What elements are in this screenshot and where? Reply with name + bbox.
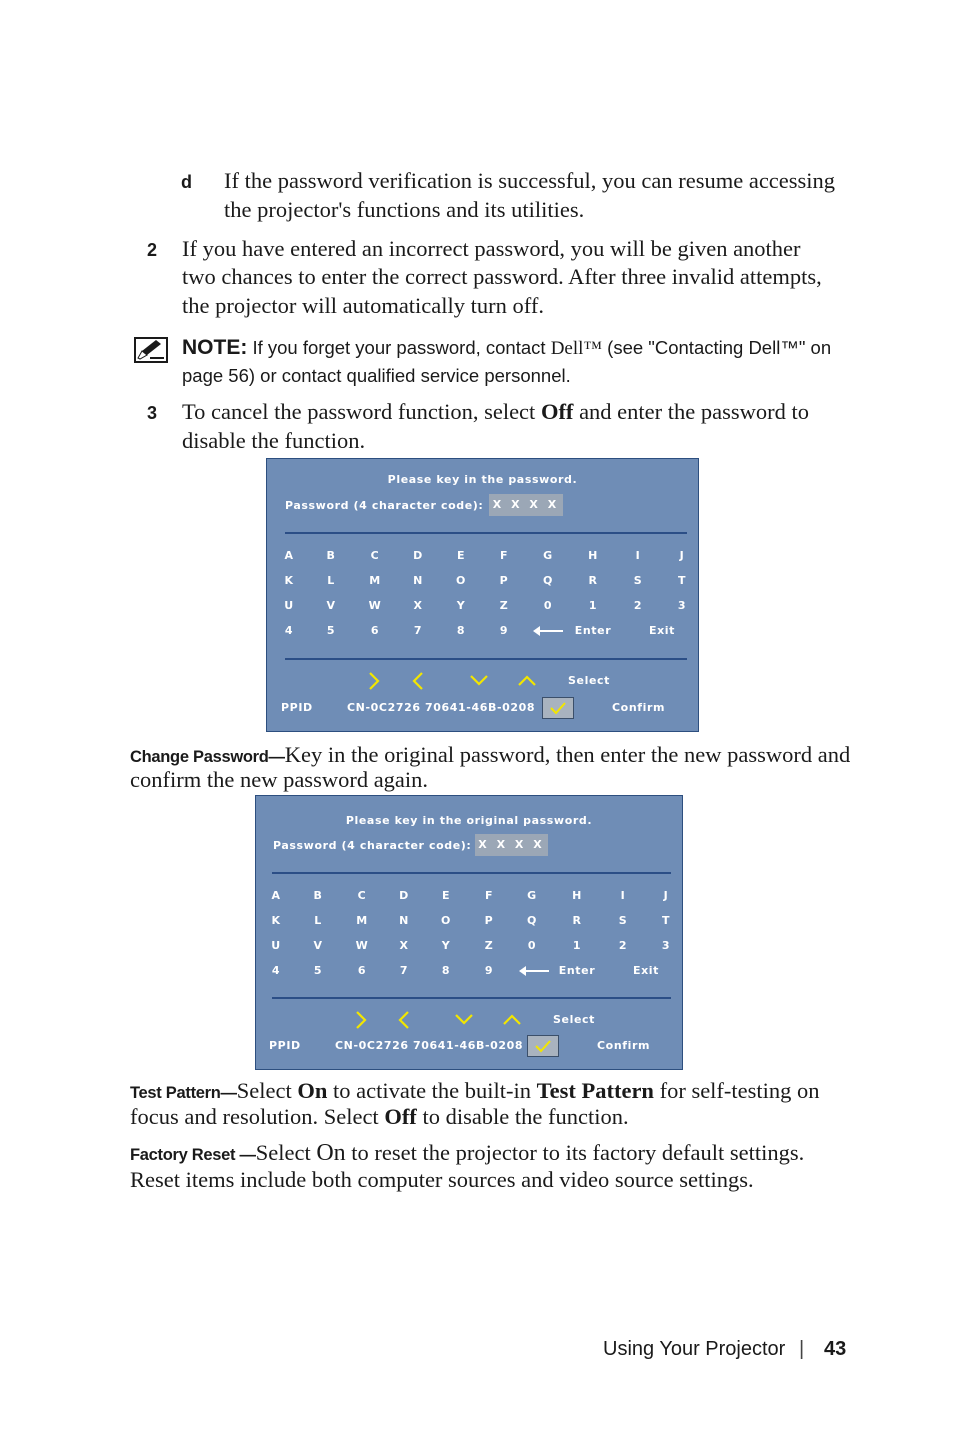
osd-key[interactable]: P [484, 914, 494, 927]
osd-key[interactable]: 2 [633, 599, 643, 612]
osd-confirm-checkbox[interactable] [527, 1035, 559, 1057]
osd-title: Please key in the password. [387, 473, 578, 486]
osd-key[interactable]: 9 [484, 964, 494, 977]
osd-password-field[interactable]: X X X X [489, 494, 563, 516]
test-pattern-heading: Test Pattern— [130, 1084, 237, 1102]
osd-key[interactable]: Z [484, 939, 494, 952]
change-password-line2: confirm the new password again. [130, 767, 429, 792]
osd-key[interactable]: U [284, 599, 294, 612]
osd-key[interactable]: N [413, 574, 423, 587]
chevron-left-icon[interactable] [397, 1010, 417, 1033]
test-pattern-off: Off [384, 1104, 417, 1129]
osd-key[interactable]: A [271, 889, 281, 902]
step-d-line2: the projector's functions and its utilities. [224, 197, 585, 222]
osd-key[interactable]: H [572, 889, 582, 902]
step-2-line1: If you have entered an incorrect password, you will be given another [182, 236, 801, 261]
osd-key[interactable]: T [677, 574, 687, 587]
osd-confirm-label: Confirm [597, 1039, 651, 1052]
osd-confirm-label: Confirm [612, 701, 666, 714]
factory-reset-t2: to reset the projector to its factory default settings. [345, 1140, 805, 1165]
osd-key[interactable]: D [413, 549, 423, 562]
note-line2: page 56) or contact qualified service personnel. [182, 365, 571, 386]
osd-key[interactable]: Y [456, 599, 466, 612]
chevron-down-icon[interactable] [454, 1010, 474, 1033]
chevron-up-icon[interactable] [502, 1010, 522, 1033]
osd-ppid-value: CN-0C2726 70641-46B-0208 [335, 1039, 524, 1052]
osd-key[interactable]: 8 [456, 624, 466, 637]
osd-key[interactable]: W [355, 939, 369, 952]
osd-key[interactable]: 1 [572, 939, 582, 952]
osd-password-label: Password (4 character code): [273, 839, 472, 852]
osd-key[interactable]: N [399, 914, 409, 927]
osd-key[interactable]: E [456, 549, 466, 562]
osd-key[interactable]: I [635, 549, 641, 562]
osd-key[interactable]: 3 [677, 599, 687, 612]
factory-reset-line2: Reset items include both computer sources and video source settings. [130, 1167, 754, 1192]
osd-key[interactable]: K [271, 914, 281, 927]
backspace-arrow-icon[interactable] [518, 965, 550, 980]
osd-key[interactable]: G [527, 889, 537, 902]
step-3-line1 [182, 398, 809, 427]
osd-key[interactable]: J [679, 549, 685, 562]
pencil-note-icon [134, 337, 168, 363]
osd-key[interactable]: T [661, 914, 671, 927]
test-pattern-l2a: focus and resolution. Select [130, 1104, 385, 1129]
step-marker-3: 3 [147, 403, 158, 423]
osd-key[interactable]: 5 [313, 964, 323, 977]
osd-key[interactable]: 5 [326, 624, 336, 637]
test-pattern-on: On [297, 1078, 328, 1103]
test-pattern-name: Test Pattern [536, 1078, 654, 1103]
osd-key[interactable]: O [441, 914, 451, 927]
step-2-line2: two chances to enter the correct password. After three invalid attempts, [182, 264, 822, 289]
factory-reset-t1: Select [255, 1140, 317, 1165]
osd-divider [285, 658, 687, 660]
factory-reset-line1 [130, 1139, 804, 1170]
factory-reset-on: On [316, 1140, 346, 1166]
test-pattern-t1: Select [236, 1078, 298, 1103]
osd-divider [272, 997, 671, 999]
factory-reset-heading: Factory Reset — [130, 1146, 256, 1164]
test-pattern-t2: to activate the built-in [327, 1078, 537, 1103]
osd-key[interactable]: O [456, 574, 466, 587]
original-password-osd-panel [255, 795, 683, 1070]
step-d-line1: If the password verification is successful, you can resume accessing [224, 168, 836, 193]
osd-key[interactable]: 4 [284, 624, 294, 637]
osd-key[interactable]: K [284, 574, 294, 587]
osd-key[interactable]: 1 [588, 599, 598, 612]
osd-key[interactable]: R [572, 914, 582, 927]
osd-key[interactable]: 6 [370, 624, 380, 637]
osd-key[interactable]: Z [499, 599, 509, 612]
osd-enter-key[interactable]: Enter [558, 964, 596, 977]
osd-confirm-checkbox[interactable] [542, 697, 574, 719]
osd-key[interactable]: F [484, 889, 494, 902]
change-password-text1: Key in the original password, then enter the new password and [284, 742, 851, 767]
osd-key[interactable]: W [368, 599, 382, 612]
osd-key[interactable]: D [399, 889, 409, 902]
osd-key[interactable]: P [499, 574, 509, 587]
step-2-line3: the projector will automatically turn off. [182, 293, 544, 318]
chevron-right-icon[interactable] [354, 1010, 374, 1033]
osd-key[interactable]: 7 [413, 624, 423, 637]
test-pattern-l2b: to disable the function. [416, 1104, 629, 1129]
osd-key[interactable]: R [588, 574, 598, 587]
osd-key[interactable]: 4 [271, 964, 281, 977]
osd-key[interactable]: C [357, 889, 367, 902]
osd-key[interactable]: U [271, 939, 281, 952]
osd-key[interactable]: I [620, 889, 626, 902]
osd-key[interactable]: X [399, 939, 409, 952]
osd-key[interactable]: B [326, 549, 336, 562]
osd-key[interactable]: F [499, 549, 509, 562]
osd-key[interactable]: H [588, 549, 598, 562]
password-osd-panel [266, 458, 699, 732]
osd-key[interactable]: S [618, 914, 628, 927]
step-3-off: Off [540, 399, 574, 424]
osd-key[interactable]: 3 [661, 939, 671, 952]
osd-ppid-value: CN-0C2726 70641-46B-0208 [347, 701, 536, 714]
note-label: NOTE: [182, 336, 248, 359]
osd-key[interactable]: 8 [441, 964, 451, 977]
osd-password-field[interactable]: X X X X [475, 834, 548, 856]
osd-key[interactable]: X [413, 599, 423, 612]
osd-key[interactable]: 7 [399, 964, 409, 977]
footer-section-title: Using Your Projector [603, 1338, 786, 1360]
osd-key[interactable]: M [356, 914, 368, 927]
osd-enter-key[interactable]: Enter [574, 624, 612, 637]
osd-key[interactable]: 0 [527, 939, 537, 952]
osd-key[interactable]: J [663, 889, 669, 902]
osd-key[interactable]: Q [543, 574, 553, 587]
backspace-arrow-icon[interactable] [532, 625, 564, 640]
osd-key[interactable]: S [633, 574, 643, 587]
note-text1: If you forget your password, contact [247, 337, 551, 358]
osd-select-label: Select [568, 674, 610, 687]
note-dell: Dell™ [550, 338, 603, 359]
osd-key[interactable]: V [326, 599, 336, 612]
chevron-right-icon[interactable] [367, 671, 387, 694]
osd-key[interactable]: Y [441, 939, 451, 952]
step-marker-d: d [181, 172, 192, 192]
osd-key[interactable]: 2 [618, 939, 628, 952]
osd-key[interactable]: B [313, 889, 323, 902]
osd-title: Please key in the original password. [345, 814, 593, 827]
step-3-line2: disable the function. [182, 428, 366, 453]
osd-key[interactable]: E [441, 889, 451, 902]
osd-key[interactable]: C [370, 549, 380, 562]
note-text2: (see "Contacting Dell™" on [602, 337, 832, 358]
chevron-left-icon[interactable] [411, 671, 431, 694]
osd-exit-key[interactable]: Exit [632, 964, 660, 977]
osd-key[interactable]: 0 [543, 599, 553, 612]
change-password-heading: Change Password— [130, 748, 285, 766]
osd-key[interactable]: A [284, 549, 294, 562]
page-number: 43 [824, 1338, 847, 1360]
osd-key[interactable]: L [314, 914, 322, 927]
step-marker-2: 2 [147, 240, 158, 260]
osd-ppid-label: PPID [269, 1039, 301, 1052]
osd-divider [285, 532, 687, 534]
chevron-down-icon[interactable] [469, 671, 489, 694]
step-3-text-c: and enter the password to [573, 399, 809, 424]
osd-ppid-label: PPID [281, 701, 313, 714]
osd-key[interactable]: 6 [357, 964, 367, 977]
footer-separator: | [799, 1338, 805, 1360]
osd-key[interactable]: Q [527, 914, 537, 927]
test-pattern-t3: for self-testing on [653, 1078, 820, 1103]
note-line1 [182, 334, 831, 362]
osd-key[interactable]: M [369, 574, 381, 587]
osd-key[interactable]: G [543, 549, 553, 562]
osd-password-label: Password (4 character code): [285, 499, 484, 512]
osd-key[interactable]: 9 [499, 624, 509, 637]
osd-key[interactable]: L [327, 574, 335, 587]
osd-select-label: Select [553, 1013, 595, 1026]
osd-divider [272, 872, 671, 874]
osd-key[interactable]: V [313, 939, 323, 952]
step-3-text-a: To cancel the password function, select [182, 399, 541, 424]
osd-exit-key[interactable]: Exit [648, 624, 676, 637]
chevron-up-icon[interactable] [517, 671, 537, 694]
test-pattern-line2 [130, 1103, 629, 1132]
